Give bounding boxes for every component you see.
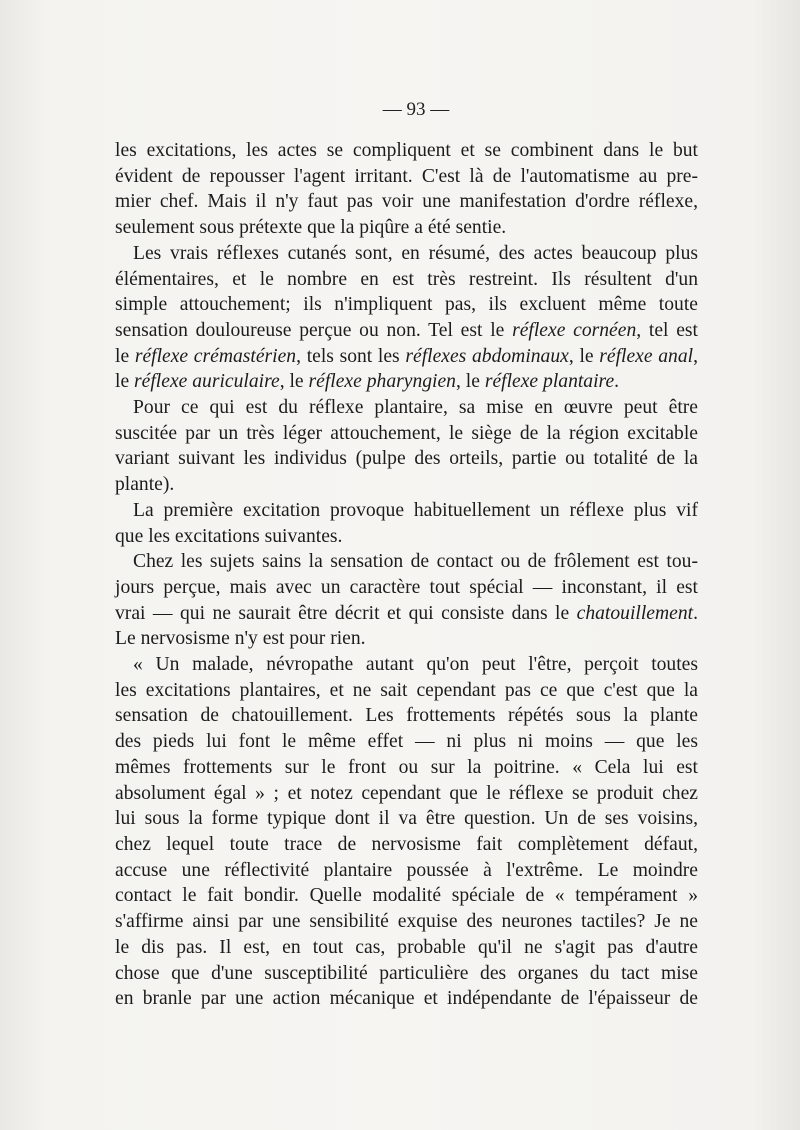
text-line <box>115 986 698 1012</box>
line-segment: vrai — qui ne saurait être décrit et qui consiste dans le <box>115 602 577 624</box>
italic-term: réflexes abdominaux <box>405 345 569 367</box>
text-line <box>115 858 698 884</box>
line-segment: Pour ce qui est du réflexe plantaire, sa mise en œuvre peut être <box>133 397 698 419</box>
text-line <box>115 961 698 987</box>
italic-term: réflexe auriculaire <box>134 371 280 393</box>
text-line <box>115 138 698 164</box>
line-segment: évident de repousser l'agent irritant. C'est là de l'automatisme au pre- <box>115 165 698 187</box>
italic-term: réflexe crémastérien <box>134 345 297 367</box>
text-line <box>115 703 698 729</box>
line-segment: lui sous la forme typique dont il va être question. Un de ses voisins, <box>115 808 698 830</box>
body-text <box>115 138 698 1012</box>
line-segment: des pieds lui font le même effet — ni plus ni moins — que les <box>115 731 698 753</box>
line-segment: , le <box>568 345 600 367</box>
text-line <box>115 164 698 190</box>
page-number: — 93 — <box>382 99 450 120</box>
italic-term: réflexe plantaire <box>484 371 615 393</box>
text-line <box>115 292 698 318</box>
text-line <box>115 678 698 704</box>
text-line <box>115 498 698 524</box>
line-segment: sensation de chatouillement. Les frottements répétés sous la plante <box>115 705 698 727</box>
text-line <box>115 652 698 678</box>
text-line <box>115 318 698 344</box>
italic-term: réflexe anal <box>599 345 694 367</box>
line-segment: La première excitation provoque habituellement un réflexe plus vif <box>133 499 698 521</box>
line-segment: . <box>693 602 698 624</box>
line-segment: jours perçue, mais avec un caractère tout spécial — inconstant, il est <box>115 576 698 598</box>
text-line <box>115 549 698 575</box>
line-segment: , tel est <box>636 319 698 341</box>
text-line <box>115 626 698 652</box>
text-line <box>115 575 698 601</box>
line-segment: Le nervosisme n'y est pour rien. <box>115 628 366 650</box>
line-segment: plante). <box>115 474 175 496</box>
text-line <box>115 267 698 293</box>
line-segment: simple attouchement; ils n'impliquent pas, ils excluent même toute <box>115 294 698 316</box>
line-segment: . <box>614 371 620 393</box>
italic-term: réflexe cornéen <box>512 319 637 341</box>
line-segment: suscitée par un très léger attouchement, le siège de la région excitable <box>115 422 698 444</box>
line-segment: élémentaires, et le nombre en est très restreint. Ils résultent d'un <box>115 268 698 290</box>
line-segment: le <box>115 371 135 393</box>
text-line <box>115 472 698 498</box>
text-line <box>115 189 698 215</box>
italic-term: chatouillement <box>576 602 694 624</box>
text-line <box>115 883 698 909</box>
line-segment: mier chef. Mais il n'y faut pas voir une manifestation d'ordre réflexe, <box>115 191 698 213</box>
line-segment: absolument égal » ; et notez cependant que le réflexe se produit chez <box>115 782 698 804</box>
text-line <box>115 832 698 858</box>
italic-term: réflexe pharyngien <box>308 371 456 393</box>
text-line <box>115 241 698 267</box>
text-line <box>115 909 698 935</box>
line-segment: le dis pas. Il est, en tout cas, probable qu'il ne s'agit pas d'autre <box>115 936 698 958</box>
line-segment: que les excitations suivantes. <box>115 525 343 547</box>
line-segment: , le <box>279 371 309 393</box>
text-line <box>115 601 698 627</box>
text-line <box>115 806 698 832</box>
line-segment: mêmes frottements sur le front ou sur la poitrine. « Cela lui est <box>115 756 698 778</box>
line-segment: chez lequel toute trace de nervosisme fait complètement défaut, <box>115 833 698 855</box>
text-line <box>115 421 698 447</box>
line-segment: les excitations, les actes se compliquent et se combinent dans le but <box>115 140 698 161</box>
line-segment: , tels sont les <box>296 345 406 367</box>
text-line <box>115 935 698 961</box>
text-line <box>115 781 698 807</box>
line-segment: les excitations plantaires, et ne sait cependant pas ce que c'est que la <box>115 679 698 701</box>
line-segment: Les vrais réflexes cutanés sont, en résumé, des actes beaucoup plus <box>133 242 698 264</box>
line-segment: en branle par une action mécanique et indépendante de l'épaisseur de <box>115 988 698 1010</box>
text-line <box>115 446 698 472</box>
line-segment: , le <box>455 371 485 393</box>
text-line <box>115 729 698 755</box>
line-segment: chose que d'une susceptibilité particulière des organes du tact mise <box>115 962 698 984</box>
line-segment: , <box>693 345 698 367</box>
text-line <box>115 215 698 241</box>
line-segment: « Un malade, névropathe autant qu'on peut l'être, perçoit toutes <box>133 654 698 676</box>
line-segment: variant suivant les individus (pulpe des orteils, partie ou totalité de la <box>115 448 698 470</box>
text-line <box>115 344 698 370</box>
line-segment: seulement sous prétexte que la piqûre a été sentie. <box>115 217 507 239</box>
line-segment: contact le fait bondir. Quelle modalité spéciale de « tempérament » <box>115 885 698 907</box>
line-segment: le <box>115 345 135 367</box>
line-segment: sensation douloureuse perçue ou non. Tel est le <box>115 319 513 341</box>
line-segment: Chez les sujets sains la sensation de contact ou de frôlement est tou- <box>133 551 698 573</box>
text-line <box>115 755 698 781</box>
text-line <box>115 524 698 550</box>
line-segment: s'affirme ainsi par une sensibilité exquise des neurones tactiles? Je ne <box>115 911 698 933</box>
line-segment: accuse une réflectivité plantaire poussée à l'extrême. Le moindre <box>115 859 698 881</box>
text-line <box>115 395 698 421</box>
text-line <box>115 369 698 395</box>
